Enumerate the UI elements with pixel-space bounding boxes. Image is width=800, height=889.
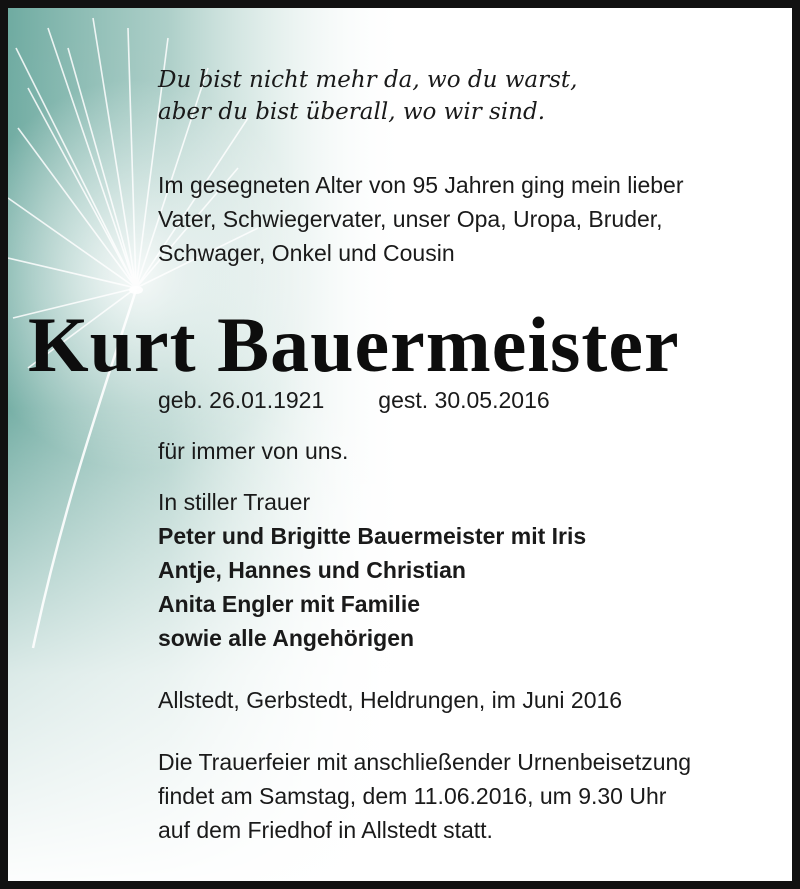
death-date: gest. 30.05.2016 [378,387,550,413]
mourner-entry: Peter und Brigitte Bauermeister mit Iris [158,523,587,549]
mourners-list [158,519,586,655]
mourning-label: In stiller Trauer [158,489,311,515]
birth-date: geb. 26.01.1921 [158,387,325,413]
intro-text [158,168,684,270]
mourner-entry: Anita Engler mit Familie [158,591,420,617]
motto-quote [158,64,577,128]
ceremony-line: Die Trauerfeier mit anschließender Urnenbeisetzung [158,749,692,775]
motto-line: Du bist nicht mehr da, wo du warst, [158,67,578,93]
intro-line: Schwager, Onkel und Cousin [158,240,455,266]
mourner-entry: sowie alle Angehörigen [158,625,415,651]
farewell-text: für immer von uns. [158,438,349,464]
ceremony-line: findet am Samstag, dem 11.06.2016, um 9.30 Uhr [158,783,667,809]
intro-line: Vater, Schwiegervater, unser Opa, Uropa, Bruder, [158,206,663,232]
mourner-entry: Antje, Hannes und Christian [158,557,466,583]
life-dates [158,384,550,416]
ceremony-info [158,745,691,847]
place-date: Allstedt, Gerbstedt, Heldrungen, im Juni 2016 [158,687,623,713]
deceased-name: Kurt Bauermeister [28,301,680,388]
ceremony-line: auf dem Friedhof in Allstedt statt. [158,817,493,843]
intro-line: Im gesegneten Alter von 95 Jahren ging mein lieber [158,172,684,198]
motto-line: aber du bist überall, wo wir sind. [158,99,546,125]
